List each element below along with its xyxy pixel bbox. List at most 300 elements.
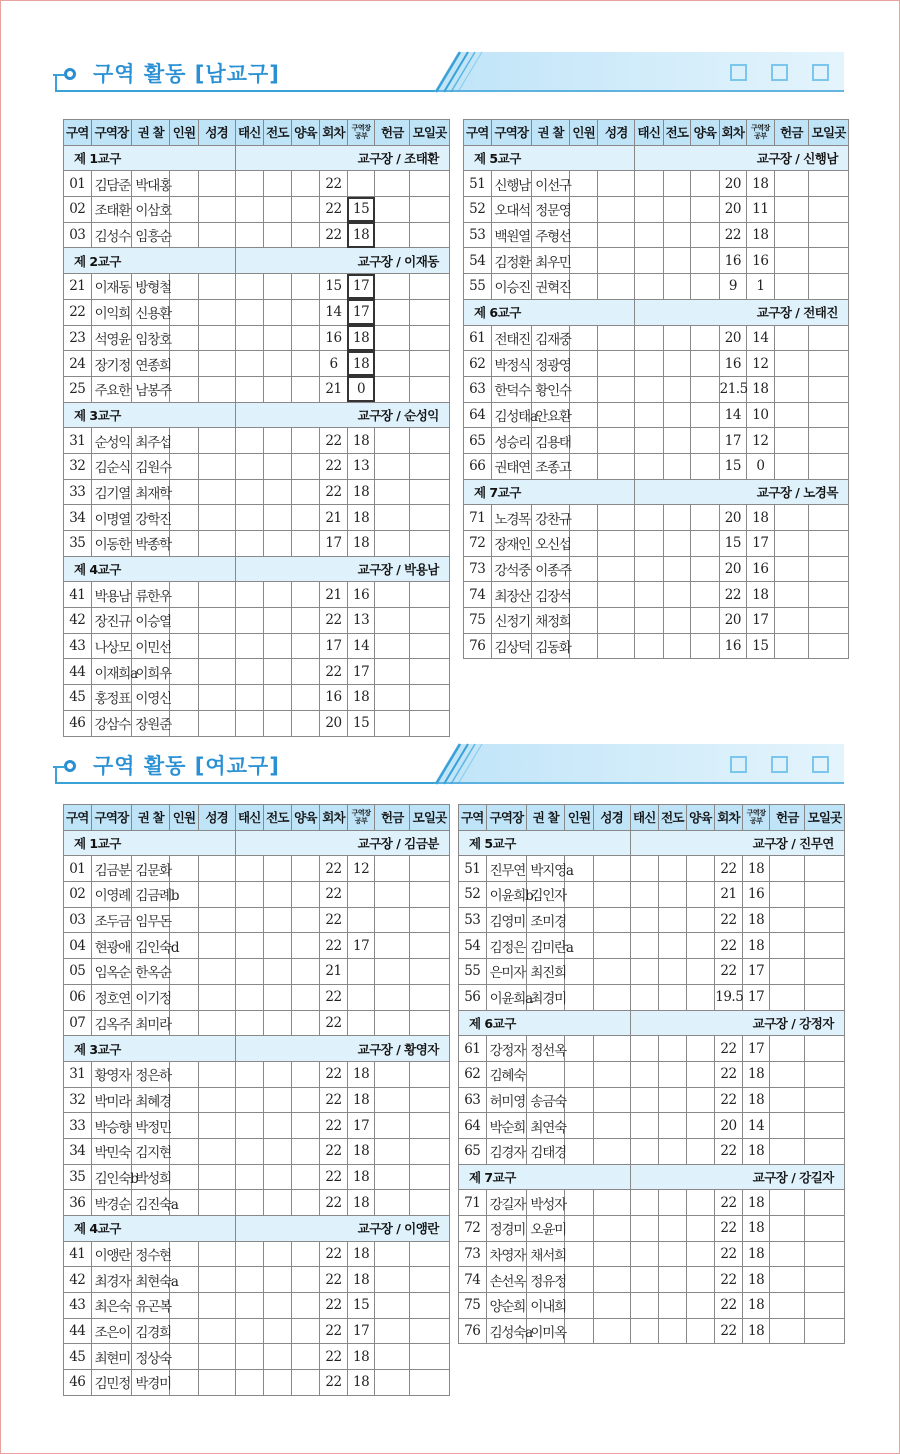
cell-offering <box>375 1113 410 1139</box>
cell-chal-name: 남봉주 <box>132 376 170 402</box>
cell-empty <box>264 171 292 197</box>
cell-offering <box>774 351 809 377</box>
column-header: 태신 <box>630 805 659 831</box>
cell-offering <box>375 608 410 634</box>
cell-leader-study: 16 <box>747 556 775 582</box>
cell-location <box>410 1241 450 1267</box>
district-header-row <box>464 479 849 505</box>
cell-empty <box>291 505 320 531</box>
cell-offering <box>375 882 410 908</box>
cell-empty <box>291 1241 320 1267</box>
cell-session: 21 <box>715 882 743 908</box>
cell-chal-name: 김원수 <box>132 453 170 479</box>
cell-empty <box>635 608 664 634</box>
cell-location <box>410 274 450 300</box>
cell-empty <box>291 1061 320 1087</box>
cell-district-number: 63 <box>464 376 492 402</box>
cell-leader-name: 강정자 <box>486 1036 527 1062</box>
cell-empty <box>264 882 292 908</box>
cell-district-number: 33 <box>64 1113 92 1139</box>
cell-location <box>809 556 849 582</box>
cell-empty <box>593 882 630 908</box>
cell-session: 21.5 <box>719 376 747 402</box>
cell-empty <box>170 856 199 882</box>
table-row <box>64 608 450 634</box>
cell-district-number: 31 <box>64 1061 92 1087</box>
cell-empty <box>630 933 659 959</box>
cell-leader-name: 조은이 <box>91 1318 132 1344</box>
cell-empty <box>264 984 292 1010</box>
table-row <box>464 376 849 402</box>
cell-offering <box>375 1010 410 1036</box>
cell-empty <box>569 325 598 351</box>
cell-leader-name: 이윤희a <box>486 984 527 1010</box>
cell-chal-name: 권혁진 <box>532 274 570 300</box>
cell-chal-name: 김인자 <box>527 882 565 908</box>
cell-empty <box>198 479 235 505</box>
cell-offering <box>375 582 410 608</box>
cell-session: 22 <box>715 907 743 933</box>
column-header: 헌금 <box>770 805 805 831</box>
cell-empty <box>198 1190 235 1216</box>
cell-leader-name: 강삼수 <box>91 710 132 736</box>
cell-session: 17 <box>320 633 348 659</box>
cell-leader-name: 이익희 <box>91 299 132 325</box>
district-name: 제 6교구 <box>459 1010 631 1036</box>
cell-empty <box>198 453 235 479</box>
cell-empty <box>635 633 664 659</box>
cell-empty <box>264 1010 292 1036</box>
cell-session: 15 <box>719 453 747 479</box>
cell-empty <box>659 1061 687 1087</box>
cell-location <box>805 1138 845 1164</box>
column-header: 회차 <box>320 805 348 831</box>
cell-empty <box>198 907 235 933</box>
cell-chal-name: 최미라 <box>132 1010 170 1036</box>
cell-offering <box>770 1267 805 1293</box>
cell-leader-name: 조태환 <box>91 197 132 223</box>
cell-empty <box>565 1113 594 1139</box>
cell-district-number: 62 <box>459 1061 487 1087</box>
cell-empty <box>593 984 630 1010</box>
cell-offering <box>375 659 410 685</box>
cell-leader-study: 17 <box>747 531 775 557</box>
cell-empty <box>291 933 320 959</box>
cell-empty <box>291 659 320 685</box>
cell-leader-study: 18 <box>347 505 375 531</box>
cell-empty <box>663 633 691 659</box>
cell-offering <box>770 1293 805 1319</box>
cell-district-number: 61 <box>464 325 492 351</box>
cell-empty <box>235 1010 264 1036</box>
cell-empty <box>170 608 199 634</box>
district-leader: 교구장 / 노경목 <box>635 479 849 505</box>
cell-location <box>410 1113 450 1139</box>
table-row <box>459 1113 845 1139</box>
cell-empty <box>686 1216 715 1242</box>
cell-location <box>805 1241 845 1267</box>
cell-leader-study: 18 <box>347 1370 375 1396</box>
cell-empty <box>593 1036 630 1062</box>
cell-session: 22 <box>320 1061 348 1087</box>
cell-district-number: 56 <box>459 984 487 1010</box>
column-header: 인원 <box>565 805 594 831</box>
cell-session: 9 <box>719 274 747 300</box>
cell-district-number: 03 <box>64 907 92 933</box>
cell-chal-name: 류한우 <box>132 582 170 608</box>
table-row <box>64 1293 450 1319</box>
table-row <box>64 197 450 223</box>
cell-session: 16 <box>719 633 747 659</box>
cell-empty <box>691 505 720 531</box>
cell-leader-study: 17 <box>347 1318 375 1344</box>
cell-district-number: 42 <box>64 608 92 634</box>
cell-leader-study: 17 <box>347 274 375 300</box>
roster-table <box>63 119 450 737</box>
cell-leader-study: 12 <box>347 856 375 882</box>
cell-leader-study <box>347 882 375 908</box>
table-row <box>459 1293 845 1319</box>
cell-location <box>410 633 450 659</box>
cell-empty <box>198 171 235 197</box>
cell-location <box>805 1036 845 1062</box>
district-name: 제 7교구 <box>464 479 635 505</box>
cell-chal-name: 유곤복 <box>132 1293 170 1319</box>
cell-empty <box>198 710 235 736</box>
cell-empty <box>663 274 691 300</box>
cell-empty <box>264 1344 292 1370</box>
cell-location <box>805 1267 845 1293</box>
cell-empty <box>565 1190 594 1216</box>
cell-empty <box>659 959 687 985</box>
district-leader: 교구장 / 이재동 <box>235 248 449 274</box>
cell-district-number: 21 <box>64 274 92 300</box>
cell-district-number: 73 <box>459 1241 487 1267</box>
cell-leader-study: 18 <box>347 1267 375 1293</box>
cell-empty <box>630 1061 659 1087</box>
cell-empty <box>291 856 320 882</box>
cell-empty <box>170 1318 199 1344</box>
cell-offering <box>375 1241 410 1267</box>
cell-empty <box>235 1344 264 1370</box>
cell-leader-name: 김민정 <box>91 1370 132 1396</box>
cell-empty <box>235 325 264 351</box>
cell-empty <box>635 197 664 223</box>
cell-offering <box>770 1138 805 1164</box>
district-leader: 교구장 / 전태진 <box>635 299 849 325</box>
cell-location <box>410 608 450 634</box>
cell-chal-name: 채서희 <box>527 1241 565 1267</box>
district-name: 제 1교구 <box>64 830 236 856</box>
column-header: 회차 <box>320 120 348 146</box>
cell-empty <box>235 1190 264 1216</box>
cell-session: 22 <box>320 1267 348 1293</box>
cell-location <box>809 248 849 274</box>
cell-empty <box>235 907 264 933</box>
cell-empty <box>291 1113 320 1139</box>
district-name: 제 2교구 <box>64 248 236 274</box>
cell-empty <box>170 907 199 933</box>
square-outline-icon <box>812 64 829 81</box>
cell-leader-name: 차영자 <box>486 1241 527 1267</box>
cell-district-number: 03 <box>64 222 92 248</box>
cell-empty <box>598 325 635 351</box>
cell-empty <box>170 710 199 736</box>
cell-location <box>809 582 849 608</box>
district-name: 제 4교구 <box>64 1216 236 1242</box>
cell-empty <box>598 633 635 659</box>
cell-session: 20 <box>715 1113 743 1139</box>
cell-district-number: 44 <box>64 1318 92 1344</box>
cell-empty <box>198 325 235 351</box>
cell-leader-study <box>347 171 375 197</box>
cell-district-number: 23 <box>64 325 92 351</box>
cell-empty <box>264 351 292 377</box>
cell-session: 20 <box>719 556 747 582</box>
cell-offering <box>774 505 809 531</box>
cell-empty <box>198 1318 235 1344</box>
cell-chal-name: 김지현 <box>132 1138 170 1164</box>
cell-leader-study: 18 <box>347 685 375 711</box>
cell-empty <box>170 325 199 351</box>
cell-empty <box>235 197 264 223</box>
cell-empty <box>635 428 664 454</box>
header-underline <box>55 782 445 784</box>
cell-empty <box>691 274 720 300</box>
cell-empty <box>170 274 199 300</box>
cell-empty <box>593 856 630 882</box>
table-row <box>459 984 845 1010</box>
cell-empty <box>291 171 320 197</box>
cell-offering <box>375 479 410 505</box>
cell-offering <box>375 274 410 300</box>
district-header-row <box>64 830 450 856</box>
table-header-row <box>64 805 450 831</box>
cell-district-number: 02 <box>64 197 92 223</box>
cell-leader-name: 강길자 <box>486 1190 527 1216</box>
cell-empty <box>663 428 691 454</box>
cell-district-number: 33 <box>64 479 92 505</box>
cell-empty <box>170 633 199 659</box>
cell-empty <box>630 1138 659 1164</box>
cell-location <box>410 1138 450 1164</box>
cell-empty <box>198 984 235 1010</box>
cell-empty <box>598 351 635 377</box>
column-header: 인원 <box>569 120 598 146</box>
district-header-row <box>459 1010 845 1036</box>
table-header-row <box>459 805 845 831</box>
cell-session: 22 <box>715 1216 743 1242</box>
cell-chal-name: 최주섭 <box>132 428 170 454</box>
cell-district-number: 71 <box>464 505 492 531</box>
table-header-row <box>64 120 450 146</box>
cell-empty <box>635 351 664 377</box>
cell-empty <box>291 197 320 223</box>
cell-empty <box>170 1241 199 1267</box>
cell-empty <box>663 248 691 274</box>
cell-empty <box>659 1293 687 1319</box>
cell-offering <box>774 428 809 454</box>
cell-leader-study: 17 <box>747 608 775 634</box>
column-header: 구역장 <box>486 805 527 831</box>
cell-leader-study: 17 <box>347 1113 375 1139</box>
cell-leader-name: 순성익 <box>91 428 132 454</box>
cell-empty <box>264 376 292 402</box>
table-row <box>64 933 450 959</box>
cell-empty <box>686 856 715 882</box>
district-leader: 교구장 / 순성익 <box>235 402 449 428</box>
cell-leader-name: 김정은 <box>486 933 527 959</box>
table-row <box>464 171 849 197</box>
district-header-row <box>464 145 849 171</box>
cell-offering <box>774 453 809 479</box>
cell-leader-study: 18 <box>742 1061 770 1087</box>
district-header-row <box>64 1216 450 1242</box>
cell-leader-study: 10 <box>747 402 775 428</box>
cell-leader-name: 김기열 <box>91 479 132 505</box>
cell-empty <box>691 376 720 402</box>
cell-leader-study: 13 <box>347 453 375 479</box>
cell-district-number: 24 <box>64 351 92 377</box>
column-header: 양육 <box>291 805 320 831</box>
cell-leader-name: 김인숙b <box>91 1164 132 1190</box>
cell-empty <box>170 685 199 711</box>
cell-empty <box>659 1190 687 1216</box>
table-row <box>64 1087 450 1113</box>
cell-leader-name: 이재동 <box>91 274 132 300</box>
cell-chal-name: 오신섭 <box>532 531 570 557</box>
cell-offering <box>375 633 410 659</box>
column-header: 모일곳 <box>410 805 450 831</box>
cell-empty <box>569 197 598 223</box>
cell-offering <box>375 1138 410 1164</box>
cell-leader-name: 강석중 <box>491 556 532 582</box>
cell-offering <box>774 274 809 300</box>
cell-location <box>410 582 450 608</box>
cell-empty <box>598 608 635 634</box>
cell-empty <box>170 984 199 1010</box>
cell-chal-name: 최재학 <box>132 479 170 505</box>
cell-empty <box>569 222 598 248</box>
cell-empty <box>235 1241 264 1267</box>
column-header: 헌금 <box>774 120 809 146</box>
cell-leader-study: 18 <box>747 171 775 197</box>
district-leader: 교구장 / 신행남 <box>635 145 849 171</box>
column-header: 모일곳 <box>410 120 450 146</box>
cell-session: 22 <box>320 1318 348 1344</box>
cell-session: 16 <box>320 325 348 351</box>
cell-leader-study: 18 <box>347 1190 375 1216</box>
cell-location <box>805 1190 845 1216</box>
cell-session: 22 <box>320 1190 348 1216</box>
cell-empty <box>198 959 235 985</box>
cell-chal-name: 장원준 <box>132 710 170 736</box>
cell-empty <box>565 1216 594 1242</box>
cell-empty <box>198 1293 235 1319</box>
cell-empty <box>593 1190 630 1216</box>
cell-empty <box>198 659 235 685</box>
table-row <box>459 1216 845 1242</box>
cell-empty <box>291 1087 320 1113</box>
cell-empty <box>264 428 292 454</box>
cell-chal-name <box>527 1061 565 1087</box>
cell-empty <box>659 1241 687 1267</box>
cell-offering <box>375 856 410 882</box>
cell-session: 20 <box>719 505 747 531</box>
table-row <box>64 710 450 736</box>
table-row <box>459 1087 845 1113</box>
cell-session: 21 <box>320 505 348 531</box>
cell-empty <box>170 1010 199 1036</box>
cell-empty <box>635 582 664 608</box>
cell-empty <box>598 222 635 248</box>
cell-empty <box>235 984 264 1010</box>
cell-offering <box>375 685 410 711</box>
cell-empty <box>635 376 664 402</box>
table-row <box>464 197 849 223</box>
cell-location <box>809 197 849 223</box>
cell-empty <box>565 1318 594 1344</box>
column-header: 성경 <box>198 120 235 146</box>
table-row <box>459 1036 845 1062</box>
roster-table <box>463 119 849 659</box>
cell-session: 17 <box>320 531 348 557</box>
cell-empty <box>630 856 659 882</box>
cell-empty <box>659 856 687 882</box>
cell-session: 20 <box>719 325 747 351</box>
cell-location <box>410 1318 450 1344</box>
cell-empty <box>291 959 320 985</box>
table-row <box>64 325 450 351</box>
table-row <box>64 882 450 908</box>
cell-empty <box>659 1216 687 1242</box>
cell-district-number: 54 <box>459 933 487 959</box>
cell-leader-name: 장진규 <box>91 608 132 634</box>
cell-empty <box>198 1138 235 1164</box>
cell-leader-study: 18 <box>747 376 775 402</box>
cell-leader-study: 18 <box>347 1164 375 1190</box>
cell-empty <box>635 248 664 274</box>
cell-location <box>410 659 450 685</box>
cell-leader-name: 조두금 <box>91 907 132 933</box>
cell-empty <box>198 222 235 248</box>
cell-chal-name: 정은하 <box>132 1061 170 1087</box>
cell-location <box>805 959 845 985</box>
district-leader: 교구장 / 진무연 <box>630 830 844 856</box>
cell-district-number: 22 <box>64 299 92 325</box>
cell-leader-name: 장재인 <box>491 531 532 557</box>
cell-location <box>805 1061 845 1087</box>
column-header: 회차 <box>719 120 747 146</box>
cell-chal-name: 최연숙 <box>527 1113 565 1139</box>
cell-location <box>410 222 450 248</box>
cell-district-number: 55 <box>459 959 487 985</box>
cell-chal-name: 김장석 <box>532 582 570 608</box>
cell-empty <box>569 274 598 300</box>
cell-location <box>410 171 450 197</box>
cell-empty <box>598 376 635 402</box>
column-header: 구역장 <box>91 805 132 831</box>
cell-empty <box>198 1370 235 1396</box>
cell-session: 22 <box>320 907 348 933</box>
cell-empty <box>170 428 199 454</box>
cell-location <box>805 1113 845 1139</box>
cell-district-number: 35 <box>64 531 92 557</box>
cell-district-number: 45 <box>64 1344 92 1370</box>
cell-empty <box>691 171 720 197</box>
cell-session: 22 <box>320 659 348 685</box>
column-header: 모일곳 <box>805 805 845 831</box>
